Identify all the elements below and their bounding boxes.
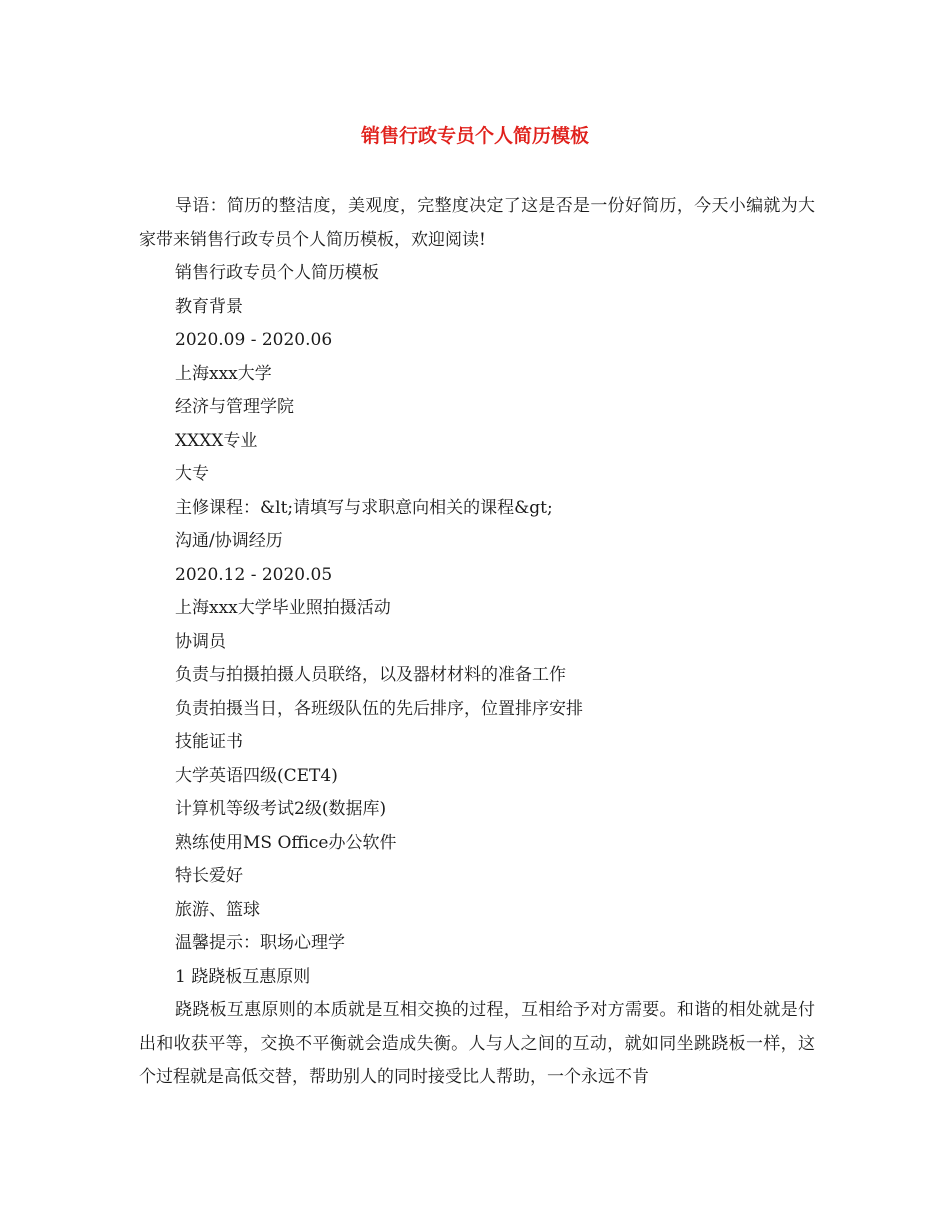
intro-paragraph: 导语：简历的整洁度，美观度，完整度决定了这是否是一份好简历，今天小编就为大家带来销售行政专员个人简历模板，欢迎阅读! xyxy=(139,196,815,250)
document-body xyxy=(139,190,815,1095)
education-degree: 大专 xyxy=(175,464,209,484)
resume-heading: 销售行政专员个人简历模板 xyxy=(175,263,379,283)
education-college: 经济与管理学院 xyxy=(175,397,294,417)
experience-activity: 上海xxx大学毕业照拍摄活动 xyxy=(175,598,391,618)
section-education: 教育背景 xyxy=(175,296,243,317)
experience-duty-2: 负责拍摄当日，各班级队伍的先后排序，位置排序安排 xyxy=(175,698,583,719)
education-dates: 2020.09 - 2020.06 xyxy=(175,330,333,350)
certificate-cet4: 大学英语四级(CET4) xyxy=(175,765,338,786)
education-school: 上海xxx大学 xyxy=(175,363,272,384)
section-hobbies: 特长爱好 xyxy=(175,866,243,886)
hobbies-list: 旅游、篮球 xyxy=(175,899,260,920)
certificate-office: 熟练使用MS Office办公软件 xyxy=(175,832,397,853)
tip-heading: 温馨提示：职场心理学 xyxy=(175,933,345,953)
education-courses: 主修课程：&lt;请填写与求职意向相关的课程&gt; xyxy=(175,497,553,518)
experience-role: 协调员 xyxy=(175,631,226,652)
experience-duty-1: 负责与拍摄拍摄人员联络，以及器材材料的准备工作 xyxy=(175,665,566,685)
document-title: 销售行政专员个人简历模板 xyxy=(360,125,589,147)
experience-dates: 2020.12 - 2020.05 xyxy=(175,564,333,585)
closing-paragraph: 跷跷板互惠原则的本质就是互相交换的过程，互相给予对方需要。和谐的相处就是付出和收获平等，交换不平衡就会造成失衡。人与人之间的互动，就如同坐跳跷板一样，这个过程就是高低交替，帮助别人的同时接受比人帮助，一个永远不肯 xyxy=(139,1000,815,1087)
section-certificates: 技能证书 xyxy=(175,732,243,752)
principle-heading: 1 跷跷板互惠原则 xyxy=(175,966,311,987)
certificate-computer: 计算机等级考试2级(数据库) xyxy=(175,799,387,819)
education-major: XXXX专业 xyxy=(175,430,258,451)
section-experience: 沟通/协调经历 xyxy=(175,531,283,551)
